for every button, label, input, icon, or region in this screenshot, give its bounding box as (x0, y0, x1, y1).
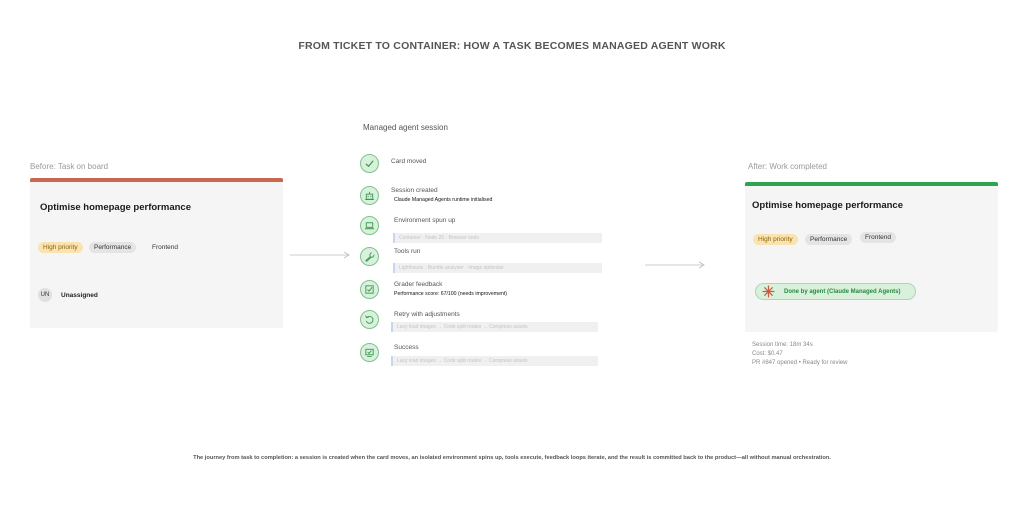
before-task-card[interactable] (30, 178, 283, 328)
footer-caption: The journey from task to completion: a session is created when the card moves, an isolated environment spins up, tools execute, feedback loops iterate, and the result is committed back to the product—all without manual orchestration. (193, 455, 831, 461)
session-time: Session time: 18m 34s (752, 342, 813, 348)
step-bar: Lazy load images → Code split routes → Compress assets (391, 356, 598, 366)
step-label: Success (394, 344, 419, 351)
monitor-check-icon (360, 343, 379, 362)
tag-frontend: Frontend (860, 232, 896, 243)
step-label: Tools run (394, 248, 421, 255)
before-caption: Before: Task on board (30, 162, 109, 171)
pr-status: PR #847 opened • Ready for review (752, 360, 848, 366)
step-label: Card moved (391, 158, 427, 165)
check-icon (360, 154, 379, 173)
done-by-agent-badge (755, 283, 916, 300)
step-label: Environment spun up (394, 217, 456, 224)
step-session-created (360, 186, 610, 210)
step-label: Session created (391, 187, 438, 194)
tag-frontend: Frontend (152, 244, 179, 251)
step-retry (360, 310, 610, 334)
step-detail: Claude Managed Agents runtime initialised (394, 197, 493, 203)
laptop-icon (360, 216, 379, 235)
before-card-title: Optimise homepage performance (40, 202, 191, 213)
step-bar: Lighthouse · Bundle analyser · Image optimiser (393, 263, 602, 273)
avatar: UN (38, 288, 52, 302)
step-bar: Lazy load images → Code split routes → Compress assets (391, 322, 598, 332)
assignee (38, 288, 98, 302)
step-bar: Container · Node 20 · Browser tools (393, 233, 602, 243)
retry-icon (360, 310, 379, 329)
arrow-to-session-icon (290, 250, 352, 260)
robot-icon (360, 186, 379, 205)
step-grader-feedback (360, 280, 610, 304)
step-success (360, 343, 610, 367)
step-card-moved (360, 154, 610, 178)
after-task-card[interactable] (745, 182, 998, 332)
tag-performance: Performance (89, 242, 136, 253)
arrow-to-after-icon (645, 260, 707, 270)
tag-high-priority: High priority (753, 234, 798, 245)
wrench-icon (360, 247, 379, 266)
session-caption: Managed agent session (363, 123, 448, 132)
step-environment (360, 216, 610, 240)
step-tools-run (360, 247, 610, 271)
tag-performance: Performance (805, 234, 852, 245)
session-cost: Cost: $0.47 (752, 351, 783, 357)
assignee-label: Unassigned (61, 291, 98, 299)
after-caption: After: Work completed (748, 162, 827, 171)
step-detail: Performance score: 67/100 (needs improvement) (394, 291, 508, 297)
sparkle-icon (762, 285, 775, 298)
after-card-title: Optimise homepage performance (752, 200, 903, 211)
done-label: Done by agent (Claude Managed Agents) (784, 288, 901, 295)
diagram-title: FROM TICKET TO CONTAINER: HOW A TASK BECOMES MANAGED AGENT WORK (298, 40, 726, 52)
step-label: Retry with adjustments (394, 311, 460, 318)
tag-high-priority: High priority (38, 242, 83, 253)
step-label: Grader feedback (394, 281, 443, 288)
checkbox-icon (360, 280, 379, 299)
